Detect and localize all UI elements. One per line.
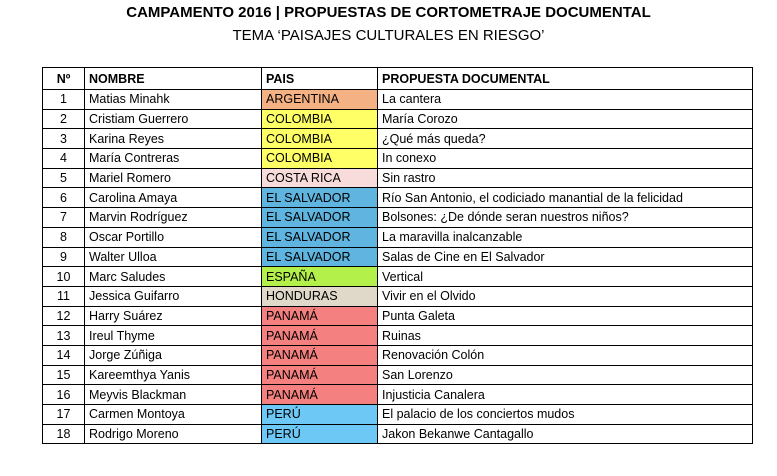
table-row [43,149,753,169]
cell-pais: PERÚ [262,405,378,425]
table-header-row [43,68,753,90]
cell-number: 2 [43,109,85,129]
cell-propuesta: Vertical [378,267,753,287]
cell-pais: EL SALVADOR [262,247,378,267]
cell-propuesta: La maravilla inalcanzable [378,227,753,247]
cell-nombre: Jorge Zúñiga [85,345,262,365]
cell-pais: COSTA RICA [262,168,378,188]
cell-pais: EL SALVADOR [262,208,378,228]
cell-propuesta: Sin rastro [378,168,753,188]
cell-nombre: Jessica Guifarro [85,286,262,306]
table-row [43,168,753,188]
cell-nombre: Karina Reyes [85,129,262,149]
cell-nombre: Mariel Romero [85,168,262,188]
cell-nombre: María Contreras [85,149,262,169]
cell-propuesta: ¿Qué más queda? [378,129,753,149]
cell-pais: PANAMÁ [262,365,378,385]
cell-propuesta: San Lorenzo [378,365,753,385]
cell-number: 3 [43,129,85,149]
cell-propuesta: Salas de Cine en El Salvador [378,247,753,267]
column-header-propuesta: PROPUESTA DOCUMENTAL [378,68,753,90]
proposals-table [42,67,753,444]
table-row [43,306,753,326]
cell-number: 6 [43,188,85,208]
cell-propuesta: Vivir en el Olvido [378,286,753,306]
cell-propuesta: Río San Antonio, el codiciado manantial de la felicidad [378,188,753,208]
table-row [43,345,753,365]
cell-nombre: Carmen Montoya [85,405,262,425]
cell-number: 4 [43,149,85,169]
cell-propuesta: El palacio de los conciertos mudos [378,405,753,425]
cell-number: 5 [43,168,85,188]
cell-pais: EL SALVADOR [262,227,378,247]
table-row [43,385,753,405]
cell-nombre: Kareemthya Yanis [85,365,262,385]
table-row [43,365,753,385]
cell-pais: PERÚ [262,424,378,444]
cell-nombre: Walter Ulloa [85,247,262,267]
cell-pais: PANAMÁ [262,385,378,405]
cell-pais: ESPAÑA [262,267,378,287]
cell-nombre: Rodrigo Moreno [85,424,262,444]
cell-pais: COLOMBIA [262,129,378,149]
table-row [43,208,753,228]
document-subtitle: TEMA ‘PAISAJES CULTURALES EN RIESGO’ [232,27,545,44]
table-row [43,247,753,267]
column-header-nombre: NOMBRE [85,68,262,90]
table-row [43,405,753,425]
cell-propuesta: Renovación Colón [378,345,753,365]
column-header-pais: PAIS [262,68,378,90]
cell-pais: PANAMÁ [262,306,378,326]
cell-nombre: Oscar Portillo [85,227,262,247]
cell-propuesta: Bolsones: ¿De dónde seran nuestros niños? [378,208,753,228]
cell-nombre: Marc Saludes [85,267,262,287]
table-row [43,109,753,129]
cell-propuesta: Punta Galeta [378,306,753,326]
cell-propuesta: La cantera [378,90,753,110]
cell-nombre: Meyvis Blackman [85,385,262,405]
cell-pais: PANAMÁ [262,345,378,365]
cell-number: 13 [43,326,85,346]
cell-number: 17 [43,405,85,425]
cell-pais: HONDURAS [262,286,378,306]
cell-propuesta: Injusticia Canalera [378,385,753,405]
table-row [43,267,753,287]
cell-number: 14 [43,345,85,365]
table-row [43,129,753,149]
cell-pais: COLOMBIA [262,109,378,129]
cell-nombre: Carolina Amaya [85,188,262,208]
cell-number: 9 [43,247,85,267]
table-row [43,90,753,110]
table-body [43,90,753,444]
cell-pais: ARGENTINA [262,90,378,110]
cell-propuesta: In conexo [378,149,753,169]
cell-nombre: Matias Minahk [85,90,262,110]
cell-propuesta: Ruinas [378,326,753,346]
document-title: CAMPAMENTO 2016 | PROPUESTAS DE CORTOMETRAJE DOCUMENTAL [126,4,651,21]
table-row [43,286,753,306]
cell-number: 1 [43,90,85,110]
cell-number: 18 [43,424,85,444]
cell-number: 7 [43,208,85,228]
table-row [43,326,753,346]
cell-number: 11 [43,286,85,306]
table-row [43,424,753,444]
table-row [43,227,753,247]
cell-nombre: Ireul Thyme [85,326,262,346]
cell-pais: EL SALVADOR [262,188,378,208]
cell-number: 12 [43,306,85,326]
cell-nombre: Marvin Rodríguez [85,208,262,228]
cell-nombre: Cristiam Guerrero [85,109,262,129]
cell-pais: COLOMBIA [262,149,378,169]
cell-pais: PANAMÁ [262,326,378,346]
cell-propuesta: María Corozo [378,109,753,129]
cell-number: 15 [43,365,85,385]
table-row [43,188,753,208]
column-header-number: Nº [43,68,85,90]
cell-number: 8 [43,227,85,247]
cell-number: 10 [43,267,85,287]
cell-nombre: Harry Suárez [85,306,262,326]
cell-propuesta: Jakon Bekanwe Cantagallo [378,424,753,444]
cell-number: 16 [43,385,85,405]
